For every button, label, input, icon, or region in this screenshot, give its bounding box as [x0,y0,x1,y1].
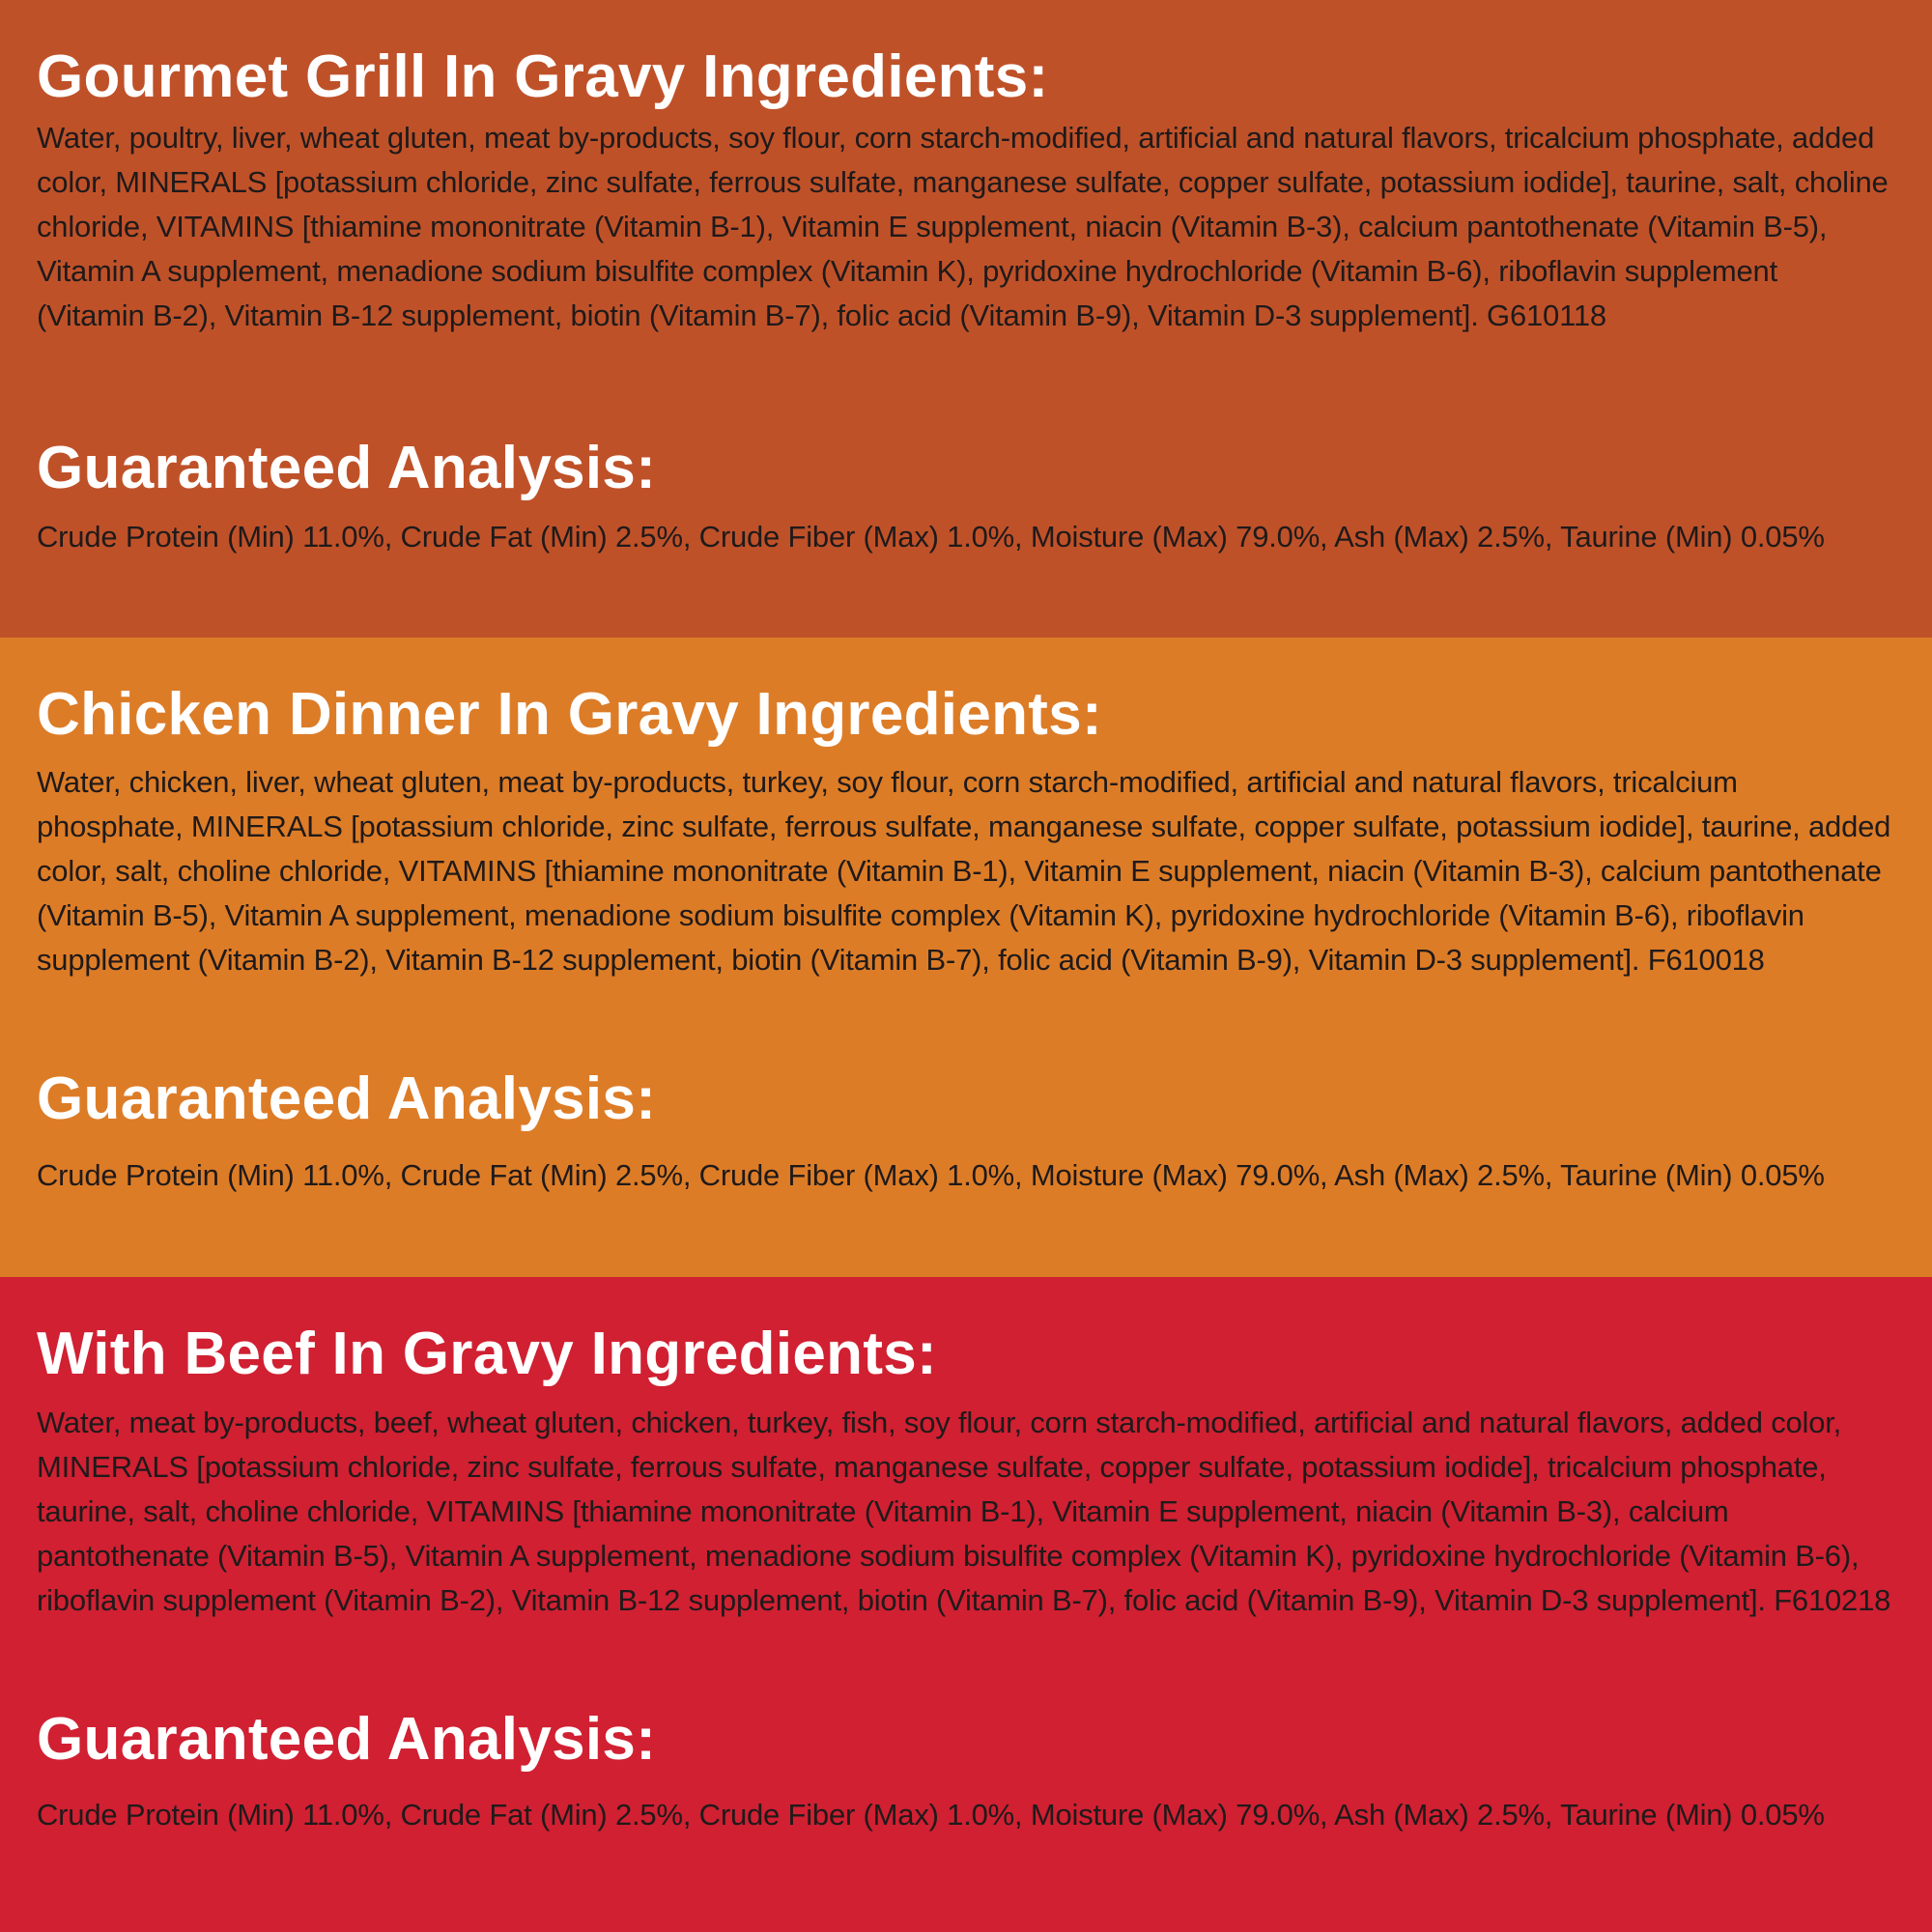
ingredients-text: Water, chicken, liver, wheat gluten, meat by-products, turkey, soy flour, corn starch-modified, artificial and natural flavors, tricalcium phosphate, MINERALS [potassium chloride, zinc sulfate, ferrous sulfate, manganese sulfate, copper sulfate, potassium iodide], taurine, added color, salt, choline chloride, VITAMINS [thiamine mononitrate (Vitamin B-1), Vitamin E supplement, niacin (Vitamin B-3), calcium pantothenate (Vitamin B-5), Vitamin A supplement, menadione sodium bisulfite complex (Vitamin K), pyridoxine hydrochloride (Vitamin B-6), riboflavin supplement (Vitamin B-2), Vitamin B-12 supplement, biotin (Vitamin B-7), folic acid (Vitamin B-9), Vitamin D-3 supplement]. F610018 [37,765,1891,977]
ingredients-text: Water, poultry, liver, wheat gluten, meat by-products, soy flour, corn starch-modified, artificial and natural flavors, tricalcium phosphate, added color, MINERALS [potassium chloride, zinc sulfate, ferrous sulfate, manganese sulfate, copper sulfate, potassium iodide], taurine, salt, choline chloride, VITAMINS [thiamine mononitrate (Vitamin B-1), Vitamin E supplement, niacin (Vitamin B-3), calcium pantothenate (Vitamin B-5), Vitamin A supplement, menadione sodium bisulfite complex (Vitamin K), pyridoxine hydrochloride (Vitamin B-6), riboflavin supplement (Vitamin B-2), Vitamin B-12 supplement, biotin (Vitamin B-7), folic acid (Vitamin B-9), Vitamin D-3 supplement]. G610118 [37,121,1889,332]
analysis-text: Crude Protein (Min) 11.0%, Crude Fat (Min) 2.5%, Crude Fiber (Max) 1.0%, Moisture (Max) 79.0%, Ash (Max) 2.5%, Taurine (Min) 0.05% [37,1158,1825,1192]
analysis-heading: Guaranteed Analysis: [37,1706,657,1773]
ingredients-text: Water, meat by-products, beef, wheat gluten, chicken, turkey, fish, soy flour, corn starch-modified, artificial and natural flavors, added color, MINERALS [potassium chloride, zinc sulfate, ferrous sulfate, manganese sulfate, copper sulfate, potassium iodide], tricalcium phosphate, taurine, salt, choline chloride, VITAMINS [thiamine mononitrate (Vitamin B-1), Vitamin E supplement, niacin (Vitamin B-3), calcium pantothenate (Vitamin B-5), Vitamin A supplement, menadione sodium bisulfite complex (Vitamin K), pyridoxine hydrochloride (Vitamin B-6), riboflavin supplement (Vitamin B-2), Vitamin B-12 supplement, biotin (Vitamin B-7), folic acid (Vitamin B-9), Vitamin D-3 supplement]. F610218 [37,1406,1891,1617]
analysis-text: Crude Protein (Min) 11.0%, Crude Fat (Min) 2.5%, Crude Fiber (Max) 1.0%, Moisture (Max) 79.0%, Ash (Max) 2.5%, Taurine (Min) 0.05% [37,520,1825,554]
analysis-text: Crude Protein (Min) 11.0%, Crude Fat (Min) 2.5%, Crude Fiber (Max) 1.0%, Moisture (Max) 79.0%, Ash (Max) 2.5%, Taurine (Min) 0.05% [37,1798,1825,1832]
ingredients-heading: With Beef In Gravy Ingredients: [37,1321,938,1387]
analysis-heading: Guaranteed Analysis: [37,435,657,501]
ingredients-heading: Chicken Dinner In Gravy Ingredients: [37,681,1102,748]
chicken-dinner-panel [0,638,1932,1277]
analysis-heading: Guaranteed Analysis: [37,1065,657,1132]
ingredients-heading: Gourmet Grill In Gravy Ingredients: [37,43,1049,110]
with-beef-panel [0,1277,1932,1932]
gourmet-grill-panel [0,0,1932,638]
